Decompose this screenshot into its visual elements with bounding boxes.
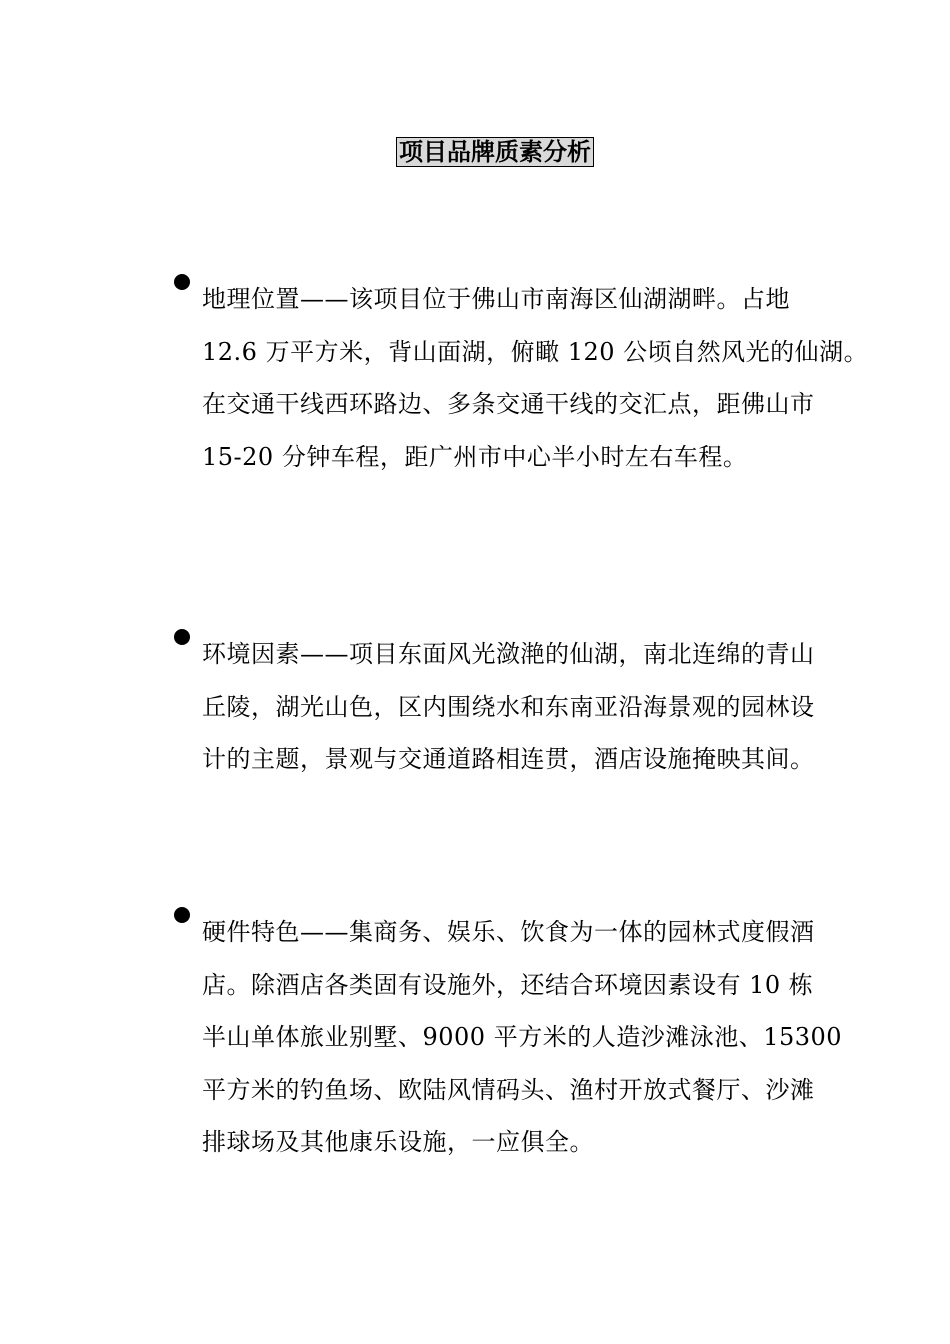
text-line: 环境因素——项目东面风光潋滟的仙湖，南北连绵的青山 [202,640,815,668]
text-line: 丘陵，湖光山色，区内围绕水和东南亚沿海景观的园林设 [202,692,815,721]
bullet-icon [174,629,190,645]
text-line: 计的主题，景观与交通道路相连贯，酒店设施掩映其间。 [202,745,815,773]
section-text [202,895,862,1180]
text-line: 平方米的钓鱼场、欧陆风情码头、渔村开放式餐厅、沙滩 [202,1075,815,1104]
section-text [202,262,869,494]
text-line: 在交通干线西环路边、多条交通干线的交汇点，距佛山市 [202,390,815,418]
text-line: 12.6 万平方米，背山面湖，俯瞰 120 公顷自然风光的仙湖。 [202,337,869,366]
section-hardware [174,895,864,1180]
text-line: 半山单体旅业别墅、9000 平方米的人造沙滩泳池、15300 [202,1023,843,1051]
title-text: 项目品牌质素分析 [396,137,594,167]
text-line: 地理位置——该项目位于佛山市南海区仙湖湖畔。占地 [202,285,790,313]
section-location [174,262,869,494]
text-line: 硬件特色——集商务、娱乐、饮食为一体的园林式度假酒 [202,918,815,946]
text-line: 店。除酒店各类固有设施外，还结合环境因素设有 10 栋 [202,970,814,999]
text-line: 15-20 分钟车程，距广州市中心半小时左右车程。 [202,442,748,471]
bullet-icon [174,274,190,290]
text-line: 排球场及其他康乐设施，一应俱全。 [202,1128,594,1156]
section-text [202,617,862,797]
bullet-icon [174,907,190,923]
section-environment [174,617,864,797]
document-title [0,137,950,167]
